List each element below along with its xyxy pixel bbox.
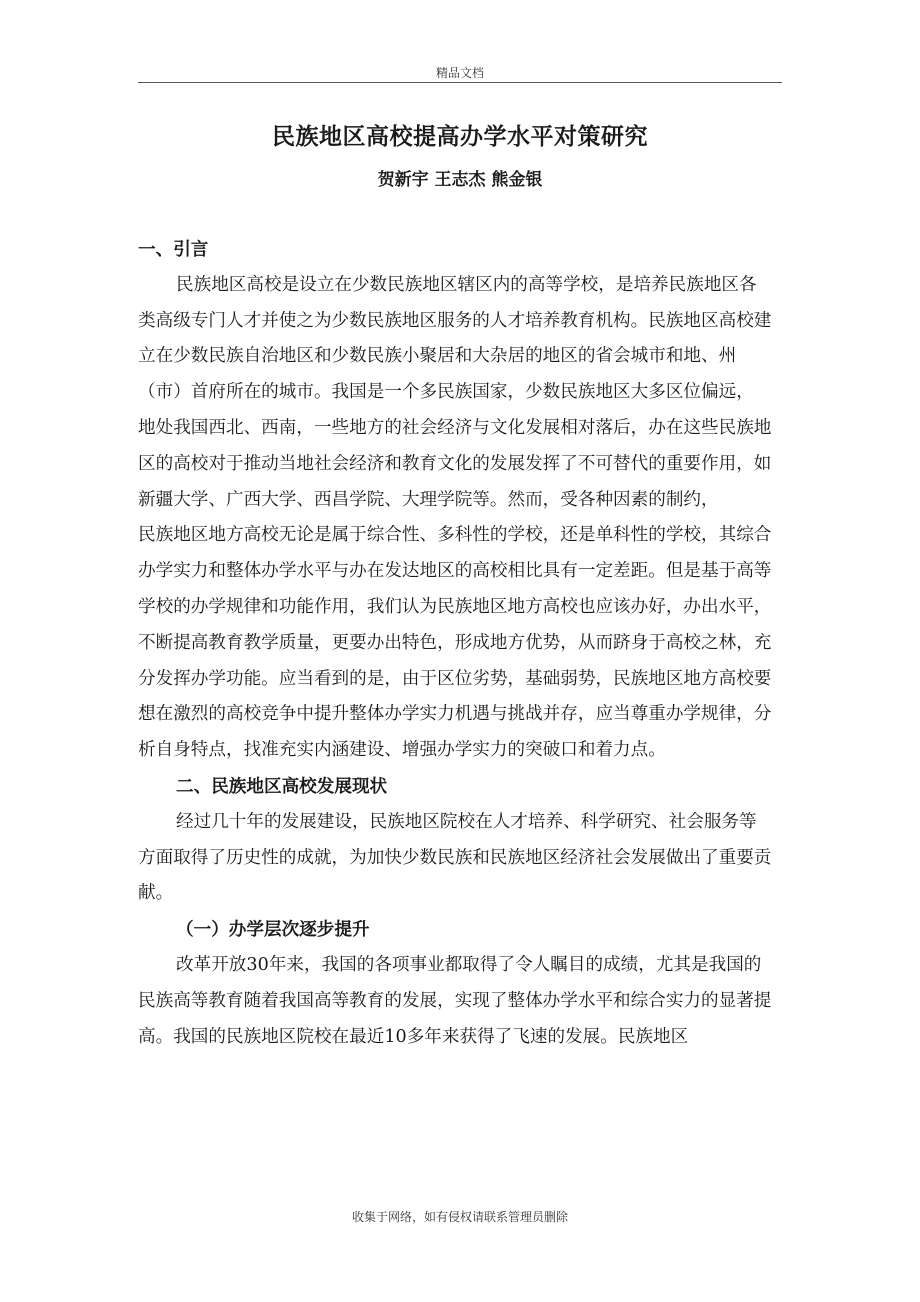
page-footer: 收集于网络，如有侵权请联系管理员删除: [351, 1210, 568, 1224]
document-title: 民族地区高校提高办学水平对策研究: [272, 123, 648, 150]
section-heading-introduction: 一、引言: [138, 239, 209, 260]
section-heading-status: 二、民族地区高校发展现状: [176, 775, 388, 797]
body-paragraph: 改革开放30年来，我国的各项事业都取得了令人瞩目的成绩，尤其是我国的民族高等教育随着我国高等教育的发展，实现了整体办学水平和综合实力的显著提高。我国的民族地区院校在最近10多年来获得了飞速的发展。民族地区: [138, 954, 772, 1047]
page-header: 精品文档: [435, 66, 484, 80]
subsection-heading-levels: （一）办学层次逐步提升: [176, 919, 370, 941]
document-body: [138, 232, 772, 1055]
body-paragraph: 民族地区地方高校无论是属于综合性、多科性的学校，还是单科性的学校，其综合办学实力和整体办学水平与办在发达地区的高校相比具有一定差距。但是基于高等学校的办学规律和功能作用，我们认为民族地区地方高校也应该办好，办出水平，不断提高教育教学质量，更要办出特色，形成地方优势，从而跻身于高校之林，充分发挥办学功能。应当看到的是，由于区位劣势，基础弱势，民族地区地方高校要想在激烈的高校竞争中提升整体办学实力机遇与挑战并存，应当尊重办学规律，分析自身特点，找准充实内涵建设、增强办学实力的突破口和着力点。: [138, 525, 772, 761]
document-authors: 贺新宇 王志杰 熊金银: [377, 170, 543, 190]
header-divider: [138, 82, 782, 83]
body-paragraph: 地处我国西北、西南，一些地方的社会经济与文化发展相对落后，办在这些民族地区的高校对于推动当地社会经济和教育文化的发展发挥了不可替代的重要作用，如新疆大学、广西大学、西昌学院、大理学院等。然而，受各种因素的制约，: [138, 417, 772, 510]
body-paragraph: 民族地区高校是设立在少数民族地区辖区内的高等学校，是培养民族地区各类高级专门人才并使之为少数民族地区服务的人才培养教育机构。民族地区高校建立在少数民族自治地区和少数民族小聚居和大杂居的地区的省会城市和地、州（市）首府所在的城市。我国是一个多民族国家，少数民族地区大多区位偏远，: [138, 274, 772, 403]
body-paragraph: 经过几十年的发展建设，民族地区院校在人才培养、科学研究、社会服务等方面取得了历史性的成就，为加快少数民族和民族地区经济社会发展做出了重要贡献。: [138, 811, 772, 904]
